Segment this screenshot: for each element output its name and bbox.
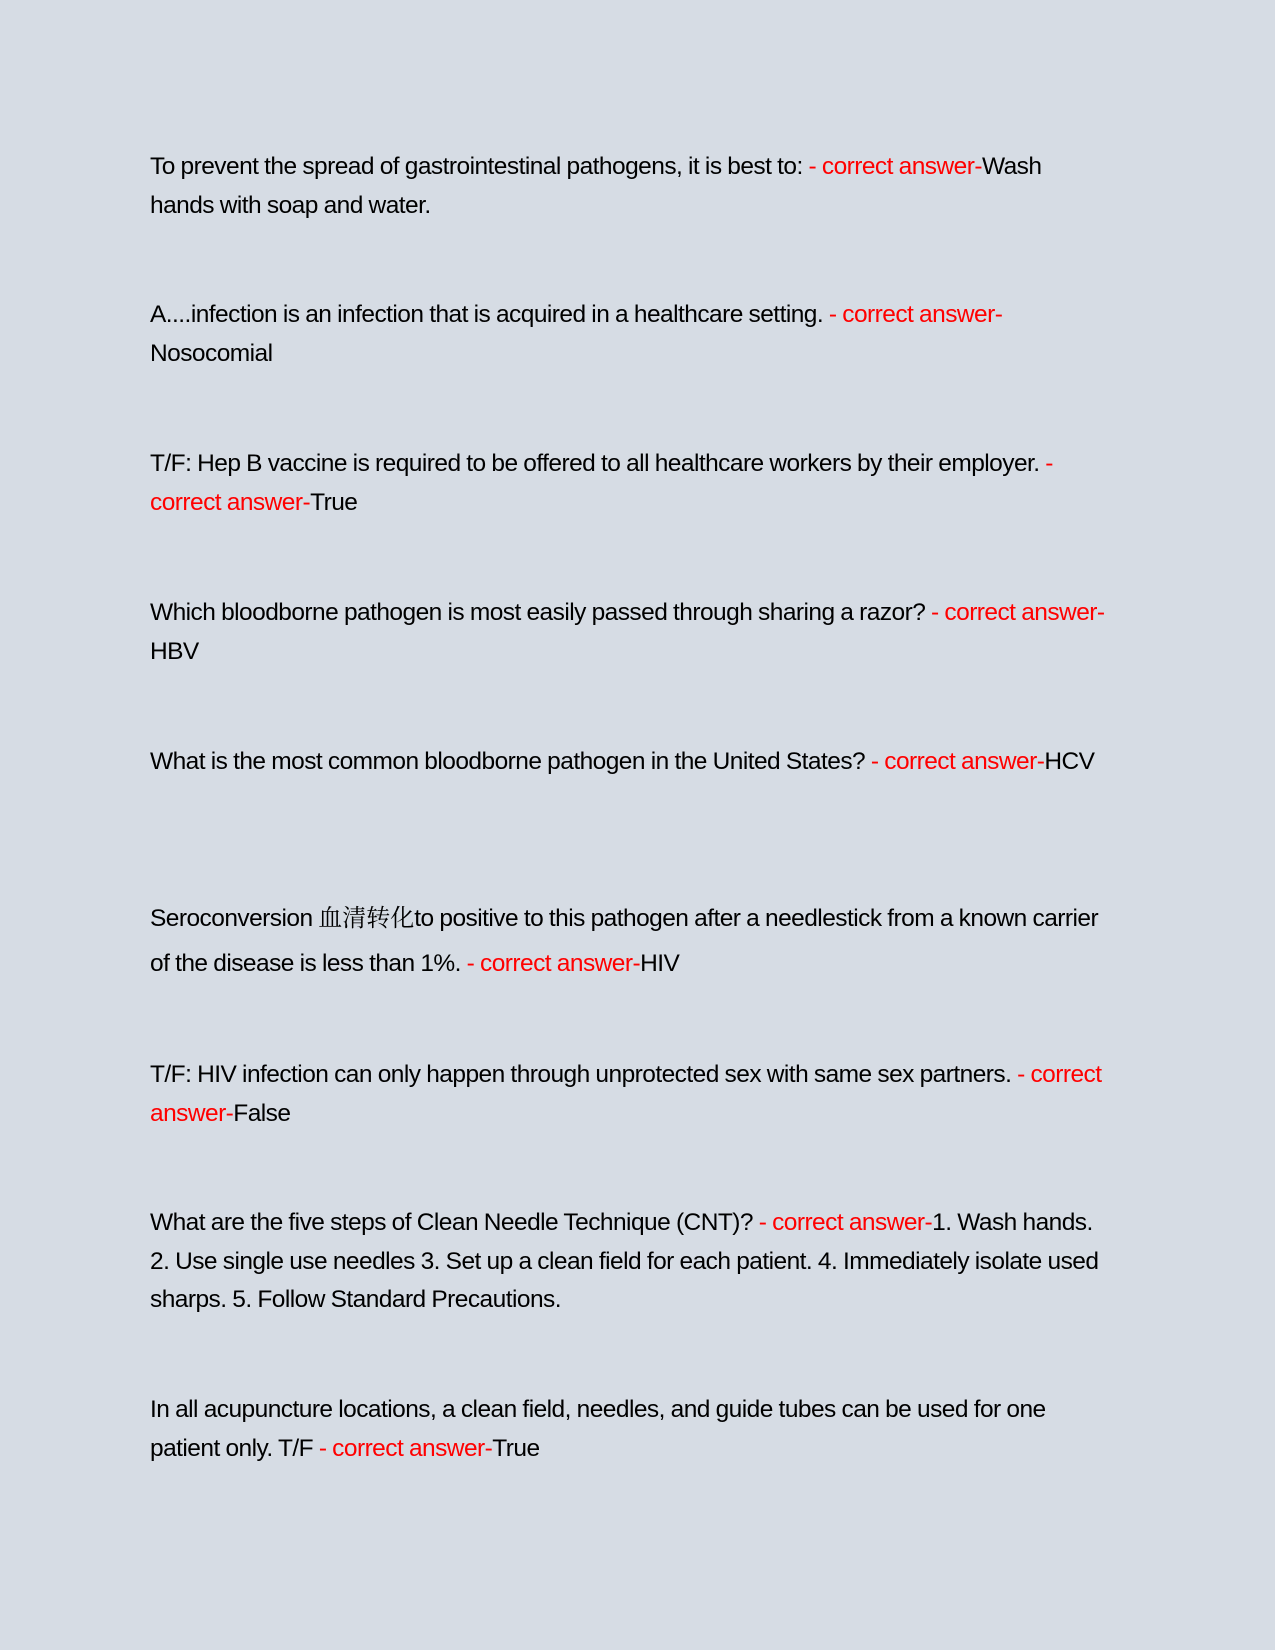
answer-text: HIV (640, 950, 680, 977)
qa-item-6 (150, 896, 1110, 986)
answer-text: Wash hands with soap and water. (150, 153, 1042, 219)
qa-item-3 (150, 445, 1110, 522)
correct-answer-marker: - correct answer- (828, 301, 1003, 328)
correct-answer-marker: - correct answer- (150, 1061, 1102, 1127)
qa-item-9 (150, 1391, 1110, 1468)
question-text: What is the most common bloodborne pathogen in the United States? (150, 748, 871, 775)
correct-answer-marker: - correct answer- (931, 599, 1105, 626)
question-text: In all acupuncture locations, a clean field, needles, and guide tubes can be used for one patient only. T/F (150, 1396, 1046, 1462)
answer-text: True (492, 1434, 540, 1462)
correct-answer-marker: - correct answer- (758, 1209, 933, 1236)
qa-item-8 (150, 1204, 1110, 1320)
qa-item-4 (150, 594, 1110, 671)
answer-text: HBV (150, 637, 199, 665)
question-text: T/F: HIV infection can only happen through unprotected sex with same sex partners. (150, 1061, 1018, 1088)
qa-item-5 (150, 743, 1110, 782)
qa-item-1 (150, 148, 1110, 225)
correct-answer-marker: - correct answer- (870, 748, 1045, 775)
answer-text: Nosocomial (150, 339, 273, 367)
question-text: What are the five steps of Clean Needle Technique (CNT)? (150, 1209, 759, 1236)
question-text: Which bloodborne pathogen is most easily passed through sharing a razor? (150, 599, 932, 626)
qa-item-2 (150, 296, 1110, 373)
correct-answer-marker: - correct answer- (318, 1434, 493, 1462)
qa-item-7 (150, 1056, 1110, 1133)
question-cjk-text: 血清转化 (318, 904, 415, 932)
question-prefix-text: Seroconversion (150, 905, 319, 932)
question-text: to positive to this pathogen after a needlestick from a known carrier of the disease is less than 1%. (150, 905, 1099, 977)
answer-text: 1. Wash hands. 2. Use single use needles 3. Set up a clean field for each patient. 4. Immediately isolate used sharps. 5. Follow Standard Precautions. (150, 1209, 1099, 1313)
correct-answer-marker: - correct answer- (466, 950, 641, 977)
answer-text: HCV (1044, 748, 1095, 775)
answer-text: True (310, 488, 358, 516)
question-text: A....infection is an infection that is acquired in a healthcare setting. (150, 301, 829, 328)
correct-answer-marker: - correct answer- (808, 153, 982, 180)
correct-answer-marker: - correct answer- (150, 450, 1053, 516)
question-text: To prevent the spread of gastrointestinal pathogens, it is best to: (150, 153, 809, 180)
question-text: T/F: Hep B vaccine is required to be offered to all healthcare workers by their employer. (150, 450, 1046, 477)
answer-text: False (233, 1099, 291, 1127)
